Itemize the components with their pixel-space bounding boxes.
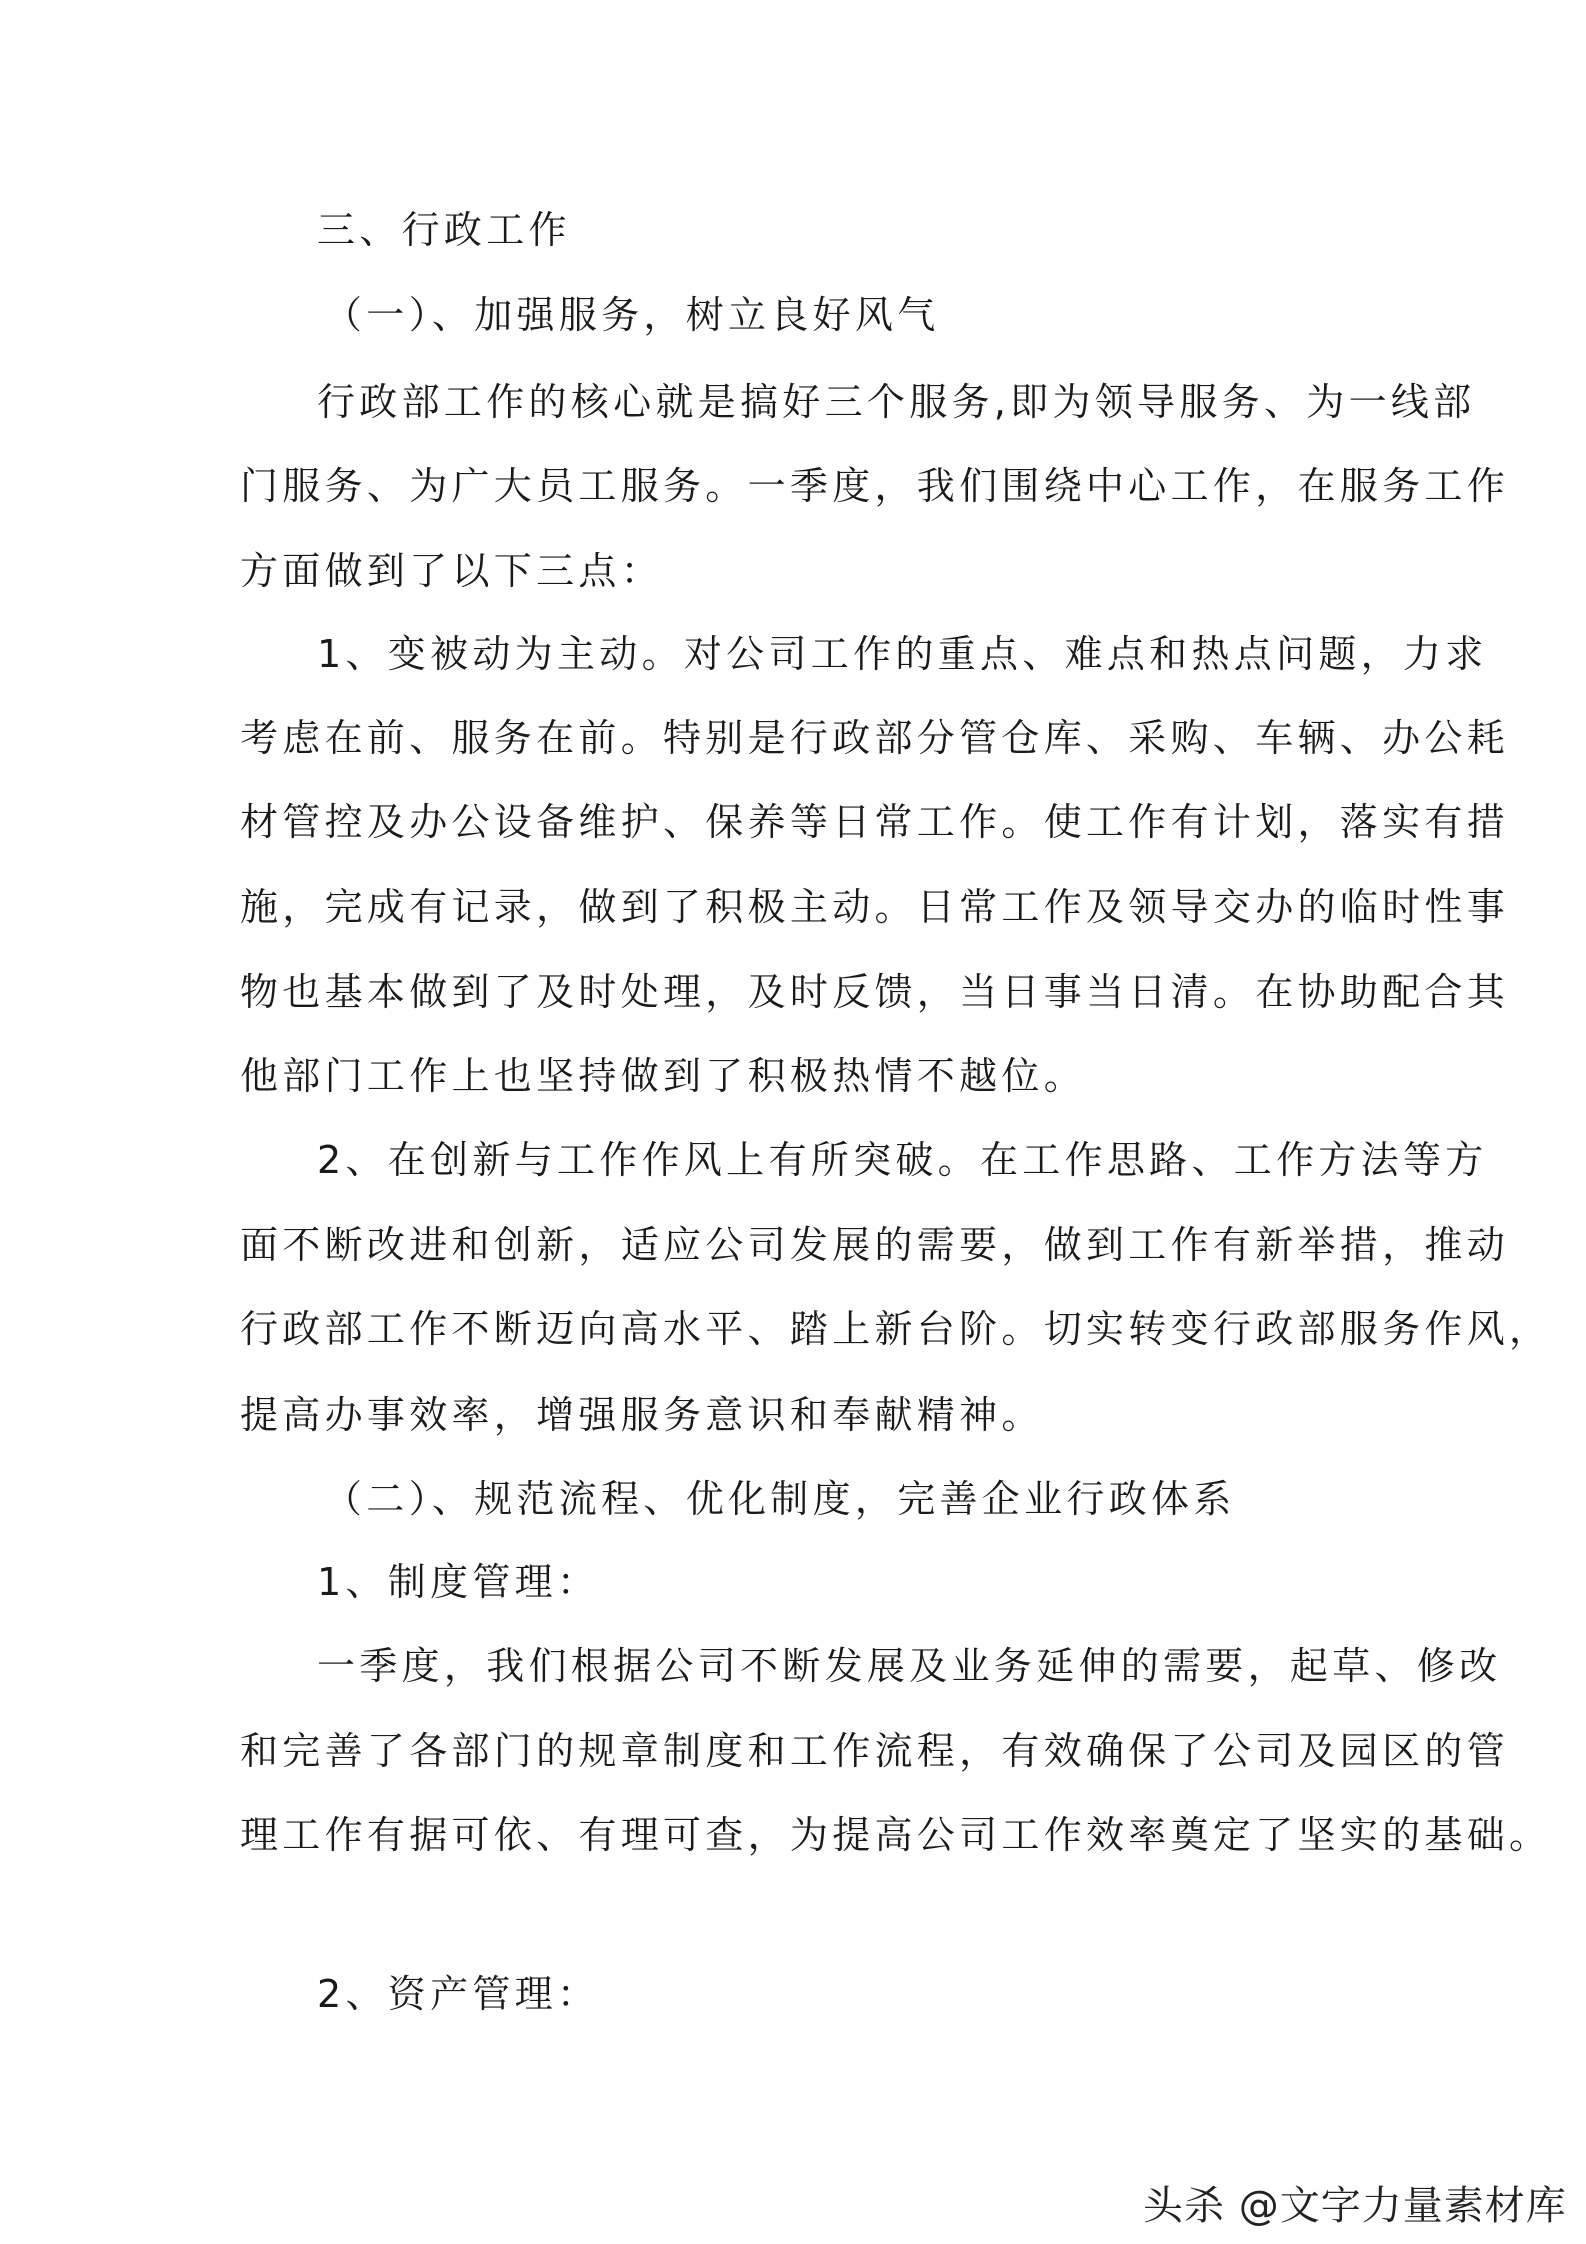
paragraph-1-line: 方面做到了以下三点： [240,549,664,593]
paragraph-2-line: 1、变被动为主动。对公司工作的重点、难点和热点问题，力求 [317,632,1488,676]
paragraph-4-line: 一季度，我们根据公司不断发展及业务延伸的需要，起草、修改 [317,1644,1502,1688]
paragraph-2-line: 施，完成有记录，做到了积极主动。日常工作及领导交办的临时性事 [240,885,1510,929]
item-heading-2: 2、资产管理： [317,1972,600,2016]
subsection-heading-2: （二）、规范流程、优化制度，完善企业行政体系 [324,1477,1236,1521]
subsection-heading-1: （一）、加强服务，树立良好风气 [324,293,940,337]
paragraph-2-line: 材管控及办公设备维护、保养等日常工作。使工作有计划，落实有措 [240,800,1510,844]
watermark: 头杀 @文字力量素材库 [1143,2183,1567,2229]
section-heading: 三、行政工作 [317,208,571,252]
paragraph-1-line: 门服务、为广大员工服务。一季度，我们围绕中心工作，在服务工作 [240,464,1510,508]
paragraph-4-line: 和完善了各部门的规章制度和工作流程，有效确保了公司及园区的管 [240,1729,1510,1773]
paragraph-2-line: 他部门工作上也坚持做到了积极热情不越位。 [240,1054,1087,1098]
paragraph-3-line: 2、在创新与工作作风上有所突破。在工作思路、工作方法等方 [317,1138,1488,1182]
paragraph-3-line: 提高办事效率，增强服务意识和奉献精神。 [240,1393,1044,1437]
paragraph-3-line: 面不断改进和创新，适应公司发展的需要，做到工作有新举措，推动 [240,1223,1510,1267]
paragraph-4-line: 理工作有据可依、有理可查，为提高公司工作效率奠定了坚实的基础。 [240,1813,1552,1857]
item-heading-1: 1、制度管理： [317,1560,600,1604]
paragraph-1-line: 行政部工作的核心就是搞好三个服务,即为领导服务、为一线部 [317,380,1476,424]
paragraph-3-line: 行政部工作不断迈向高水平、踏上新台阶。切实转变行政部服务作风， [240,1307,1552,1351]
paragraph-2-line: 物也基本做到了及时处理，及时反馈，当日事当日清。在协助配合其 [240,970,1510,1014]
paragraph-2-line: 考虑在前、服务在前。特别是行政部分管仓库、采购、车辆、办公耗 [240,716,1510,760]
